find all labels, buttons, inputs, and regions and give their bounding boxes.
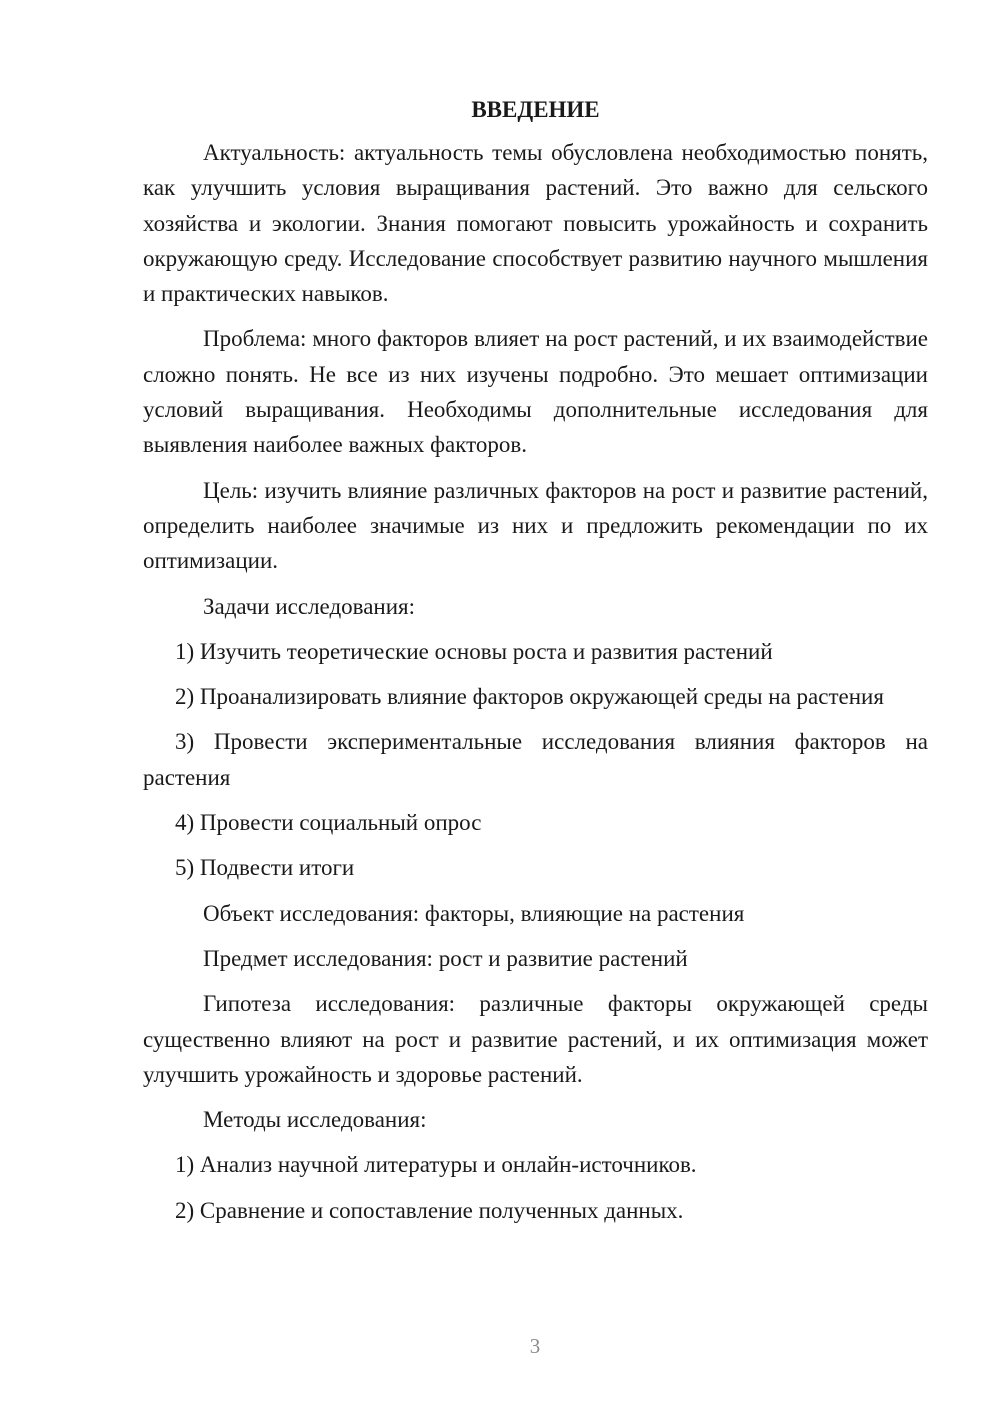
goal-paragraph: Цель: изучить влияние различных факторов на рост и развитие растений, определить наиболее значимые из них и предложить рекомендации по их оптимизации. <box>143 477 928 574</box>
methods-heading: Методы исследования: <box>203 1107 427 1133</box>
object-paragraph: Объект исследования: факторы, влияющие на растения <box>203 900 745 926</box>
task-item: 1) Изучить теоретические основы роста и развития растений <box>175 638 773 664</box>
method-item: 2) Сравнение и сопоставление полученных данных. <box>175 1197 684 1223</box>
task-item: 5) Подвести итоги <box>175 855 355 881</box>
problem-paragraph: Проблема: много факторов влияет на рост растений, и их взаимодействие сложно понять. Не все из них изучены подробно. Это мешает оптимизации условий выращивания. Необходимы дополнительные исследования для выявления наиболее важных факторов. <box>143 326 928 458</box>
document-body <box>143 92 928 1238</box>
task-item: 2) Проанализировать влияние факторов окружающей среды на растения <box>175 684 884 710</box>
method-item: 1) Анализ научной литературы и онлайн-источников. <box>175 1152 697 1178</box>
subject-paragraph: Предмет исследования: рост и развитие растений <box>203 945 688 971</box>
hypothesis-paragraph: Гипотеза исследования: различные факторы окружающей среды существенно влияют на рост и развитие растений, и их оптимизация может улучшить урожайность и здоровье растений. <box>143 991 928 1087</box>
page-number: 3 <box>529 1334 541 1358</box>
relevance-paragraph: Актуальность: актуальность темы обусловлена необходимостью понять, как улучшить условия выращивания растений. Это важно для сельского хозяйства и экологии. Знания помогают повысить урожайность и сохранить окружающую среду. Исследование способствует развитию научного мышления и практических навыков. <box>143 140 928 307</box>
task-item: 4) Провести социальный опрос <box>175 810 482 836</box>
section-title: ВВЕДЕНИЕ <box>471 97 600 122</box>
task-item: 3) Провести экспериментальные исследования влияния факторов на растения <box>143 729 928 790</box>
tasks-heading: Задачи исследования: <box>203 593 416 619</box>
